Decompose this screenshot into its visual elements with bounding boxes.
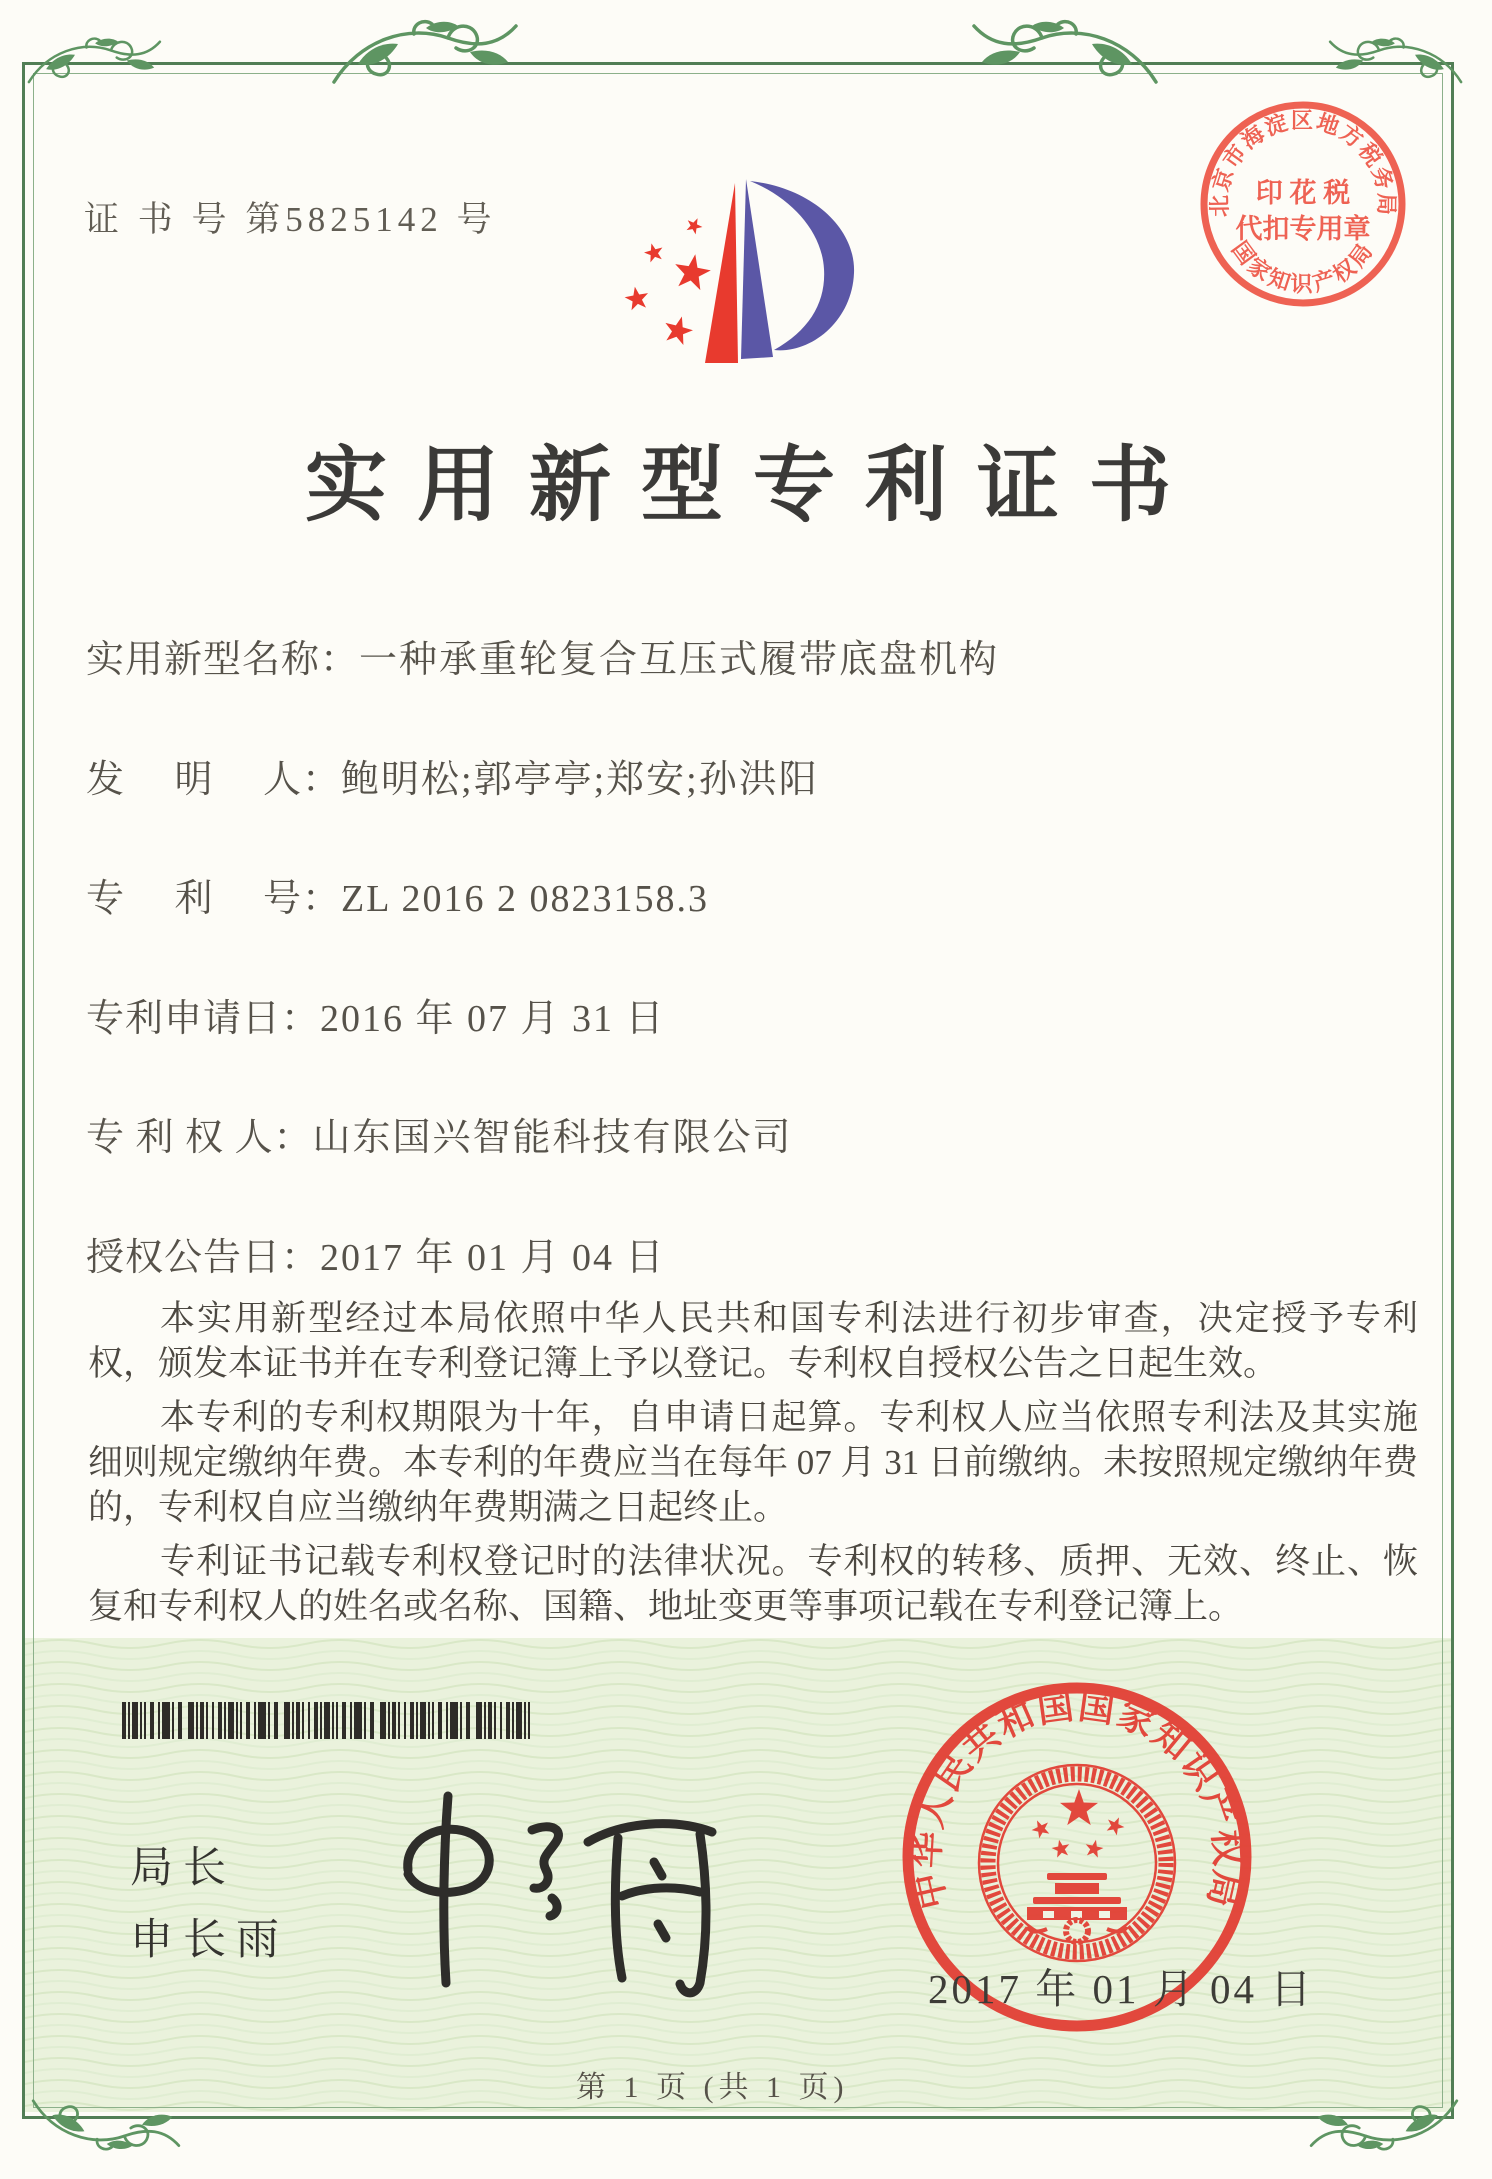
- field-row-inventor: [86, 748, 1426, 868]
- field-label: 专利申请日：: [86, 997, 321, 1040]
- field-value: 山东国兴智能科技有限公司: [312, 1117, 793, 1159]
- field-value: 一种承重轮复合互压式履带底盘机构: [359, 639, 1000, 681]
- field-label: 发 明 人：: [86, 758, 342, 801]
- tax-stamp-seal: [1193, 94, 1413, 314]
- tax-stamp-arc-top: 北京市海淀区地方税务局: [1206, 108, 1400, 218]
- certificate-number: 证 书 号 第5825142 号: [84, 200, 497, 239]
- tax-stamp-line2: 代扣专用章: [1235, 214, 1371, 244]
- legal-paragraph: 本实用新型经过本局依照中华人民共和国专利法进行初步审查，决定授予专利权，颁发本证书并在专利登记簿上予以登记。专利权自授权公告之日起生效。: [88, 1299, 1418, 1383]
- field-value: 2017 年 01 月 04 日: [320, 1236, 666, 1279]
- field-row-name: [86, 628, 1426, 748]
- field-list: [86, 628, 1426, 1345]
- signer-name: 申长雨: [130, 1917, 289, 1964]
- tax-stamp-line1: 印 花 税: [1255, 178, 1351, 208]
- signer-title: 局长: [130, 1845, 236, 1892]
- sipo-logo-icon: [588, 126, 908, 406]
- field-row-filing-date: [86, 987, 1426, 1107]
- page-title: 实用新型专利证书: [304, 440, 1201, 531]
- legal-paragraph: 专利证书记载专利权登记时的法律状况。专利权的转移、质押、无效、终止、恢复和专利权人的姓名或名称、国籍、地址变更等事项记载在专利登记簿上。: [88, 1542, 1418, 1626]
- cnipa-seal-arc-text: 中华人民共和国国家知识产权局: [906, 1685, 1248, 1913]
- barcode: [122, 1702, 540, 1739]
- tax-stamp-arc-bottom: 国家知识产权局: [1227, 236, 1379, 297]
- field-label: 专 利 号：: [86, 878, 342, 920]
- national-emblem-icon: [979, 1765, 1175, 1961]
- field-value: 鲍明松;郭亭亭;郑安;孙洪阳: [341, 758, 819, 801]
- field-row-patent-no: [86, 867, 1426, 987]
- field-value: ZL 2016 2 0823158.3: [341, 878, 710, 920]
- field-value: 2016 年 07 月 31 日: [320, 997, 666, 1040]
- director-signature: [356, 1778, 746, 2003]
- legal-paragraph: 本专利的专利权期限为十年，自申请日起算。专利权人应当依照专利法及其实施细则规定缴纳年费。本专利的年费应当在每年 07 月 31 日前缴纳。未按照规定缴纳年费的，专利权自应当缴纳年费期满之日起终止。: [88, 1398, 1419, 1527]
- page-footer: 第 1 页 (共 1 页): [576, 2071, 849, 2104]
- field-label: 授权公告日：: [86, 1236, 321, 1279]
- field-row-patentee: [86, 1106, 1426, 1226]
- legal-text: [88, 1296, 1418, 1638]
- field-label: 专 利 权 人：: [86, 1117, 313, 1159]
- seal-date: 2017 年 01 月 04 日: [928, 1966, 1315, 2012]
- field-label: 实用新型名称：: [86, 639, 360, 681]
